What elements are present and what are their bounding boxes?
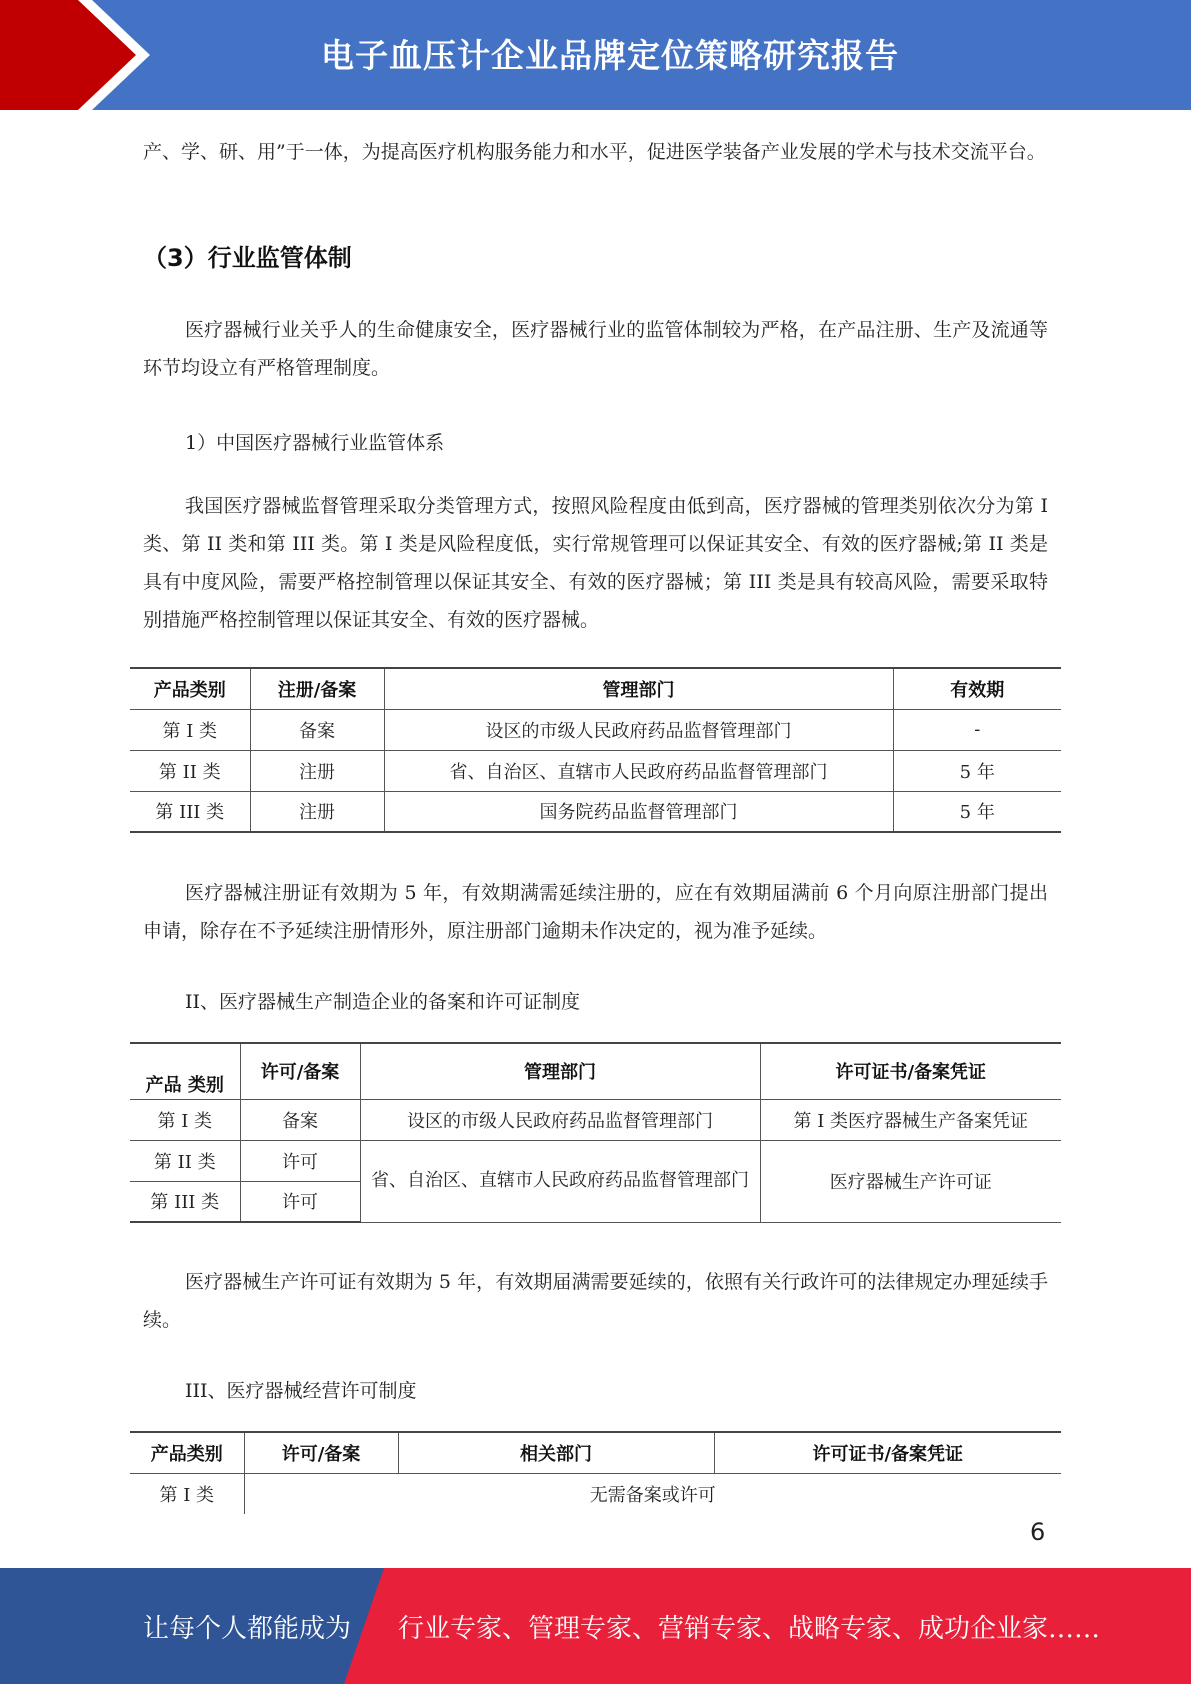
table-cell: 第 I 类医疗器械生产备案凭证 <box>760 1099 1061 1140</box>
table-cell: 设区的市级人民政府药品监督管理部门 <box>360 1099 760 1140</box>
table-header: 产品类别 <box>130 1432 244 1473</box>
table-row <box>130 750 1061 791</box>
paragraph-regulation: 医疗器械行业关乎人的生命健康安全，医疗器械行业的监管体制较为严格，在产品注册、生产及流通等环节均设立有严格管理制度。 <box>143 319 1048 379</box>
table-header: 产品 类别 <box>130 1043 240 1099</box>
table-header: 许可证书/备案凭证 <box>760 1043 1061 1099</box>
table-cell: 5 年 <box>893 791 1061 832</box>
page-number: 6 <box>1030 1518 1046 1546</box>
paragraph-classification: 我国医疗器械监督管理采取分类管理方式，按照风险程度由低到高，医疗器械的管理类别依次分为第 I 类、第 II 类和第 III 类。第 I 类是风险程度低，实行常规管理可以保证其安全、有效的医疗器械;第 II 类是具有中度风险，需要严格控制管理以保证其安全、有效的医疗器械；第 III 类是具有较高风险，需要采取特别措施严格控制管理以保证其安全、有效的医疗器械。 <box>143 495 1048 631</box>
paragraph-license-validity: 医疗器械生产许可证有效期为 5 年，有效期届满需要延续的，依照有关行政许可的法律规定办理延续手续。 <box>143 1271 1048 1331</box>
table-header: 许可证书/备案凭证 <box>714 1432 1061 1473</box>
production-license-table <box>130 1042 1061 1223</box>
table-cell: 第 III 类 <box>130 791 250 832</box>
table-cell: 第 II 类 <box>130 750 250 791</box>
page-header <box>0 0 1191 110</box>
page-footer <box>0 1568 1191 1684</box>
subheading-china-system: 1）中国医疗器械行业监管体系 <box>185 432 445 454</box>
table-cell: - <box>893 709 1061 750</box>
table-header: 产品类别 <box>130 668 250 709</box>
table-cell-merged-dept: 省、自治区、直辖市人民政府药品监督管理部门 <box>360 1140 760 1222</box>
table-row <box>130 791 1061 832</box>
table-cell: 第 III 类 <box>130 1181 240 1222</box>
subheading-production-license: II、医疗器械生产制造企业的备案和许可证制度 <box>185 991 581 1013</box>
header-arrow-decoration <box>0 0 150 110</box>
table-cell: 注册 <box>250 791 384 832</box>
table-row <box>130 1099 1061 1140</box>
table-cell-merged-cert: 医疗器械生产许可证 <box>760 1140 1061 1222</box>
paragraph-registration-validity: 医疗器械注册证有效期为 5 年，有效期满需延续注册的，应在有效期届满前 6 个月向原注册部门提出申请，除存在不予延续注册情形外，原注册部门逾期未作决定的，视为准予延续。 <box>143 882 1048 942</box>
table-cell: 许可 <box>240 1140 360 1181</box>
table-row <box>130 1140 1061 1181</box>
footer-slogan-right: 行业专家、管理专家、营销专家、战略专家、成功企业家…… <box>398 1614 1101 1644</box>
table-cell: 5 年 <box>893 750 1061 791</box>
subheading-business-license: III、医疗器械经营许可制度 <box>185 1380 417 1402</box>
table-header: 许可/备案 <box>244 1432 398 1473</box>
footer-slogan-left: 让每个人都能成为 <box>143 1614 352 1644</box>
table-row <box>130 1473 1061 1514</box>
table-row <box>130 709 1061 750</box>
table-cell: 第 I 类 <box>130 1473 244 1514</box>
table-cell: 第 II 类 <box>130 1140 240 1181</box>
table-cell: 国务院药品监督管理部门 <box>384 791 893 832</box>
table-cell: 第 I 类 <box>130 1099 240 1140</box>
table-header: 相关部门 <box>398 1432 714 1473</box>
table-cell: 许可 <box>240 1181 360 1222</box>
report-title: 电子血压计企业品牌定位策略研究报告 <box>321 36 899 75</box>
table-header: 注册/备案 <box>250 668 384 709</box>
table-header: 管理部门 <box>384 668 893 709</box>
paragraph-intro: 产、学、研、用”于一体，为提高医疗机构服务能力和水平，促进医学装备产业发展的学术与技术交流平台。 <box>143 141 1046 163</box>
table-cell: 无需备案或许可 <box>244 1473 1061 1514</box>
table-cell: 注册 <box>250 750 384 791</box>
table-cell: 设区的市级人民政府药品监督管理部门 <box>384 709 893 750</box>
registration-table <box>130 667 1061 833</box>
table-header: 管理部门 <box>360 1043 760 1099</box>
table-cell: 备案 <box>240 1099 360 1140</box>
table-cell: 第 I 类 <box>130 709 250 750</box>
business-license-table <box>130 1431 1061 1514</box>
table-cell: 省、自治区、直辖市人民政府药品监督管理部门 <box>384 750 893 791</box>
section-title: （3）行业监管体制 <box>143 244 352 272</box>
table-header: 有效期 <box>893 668 1061 709</box>
table-header: 许可/备案 <box>240 1043 360 1099</box>
table-cell: 备案 <box>250 709 384 750</box>
